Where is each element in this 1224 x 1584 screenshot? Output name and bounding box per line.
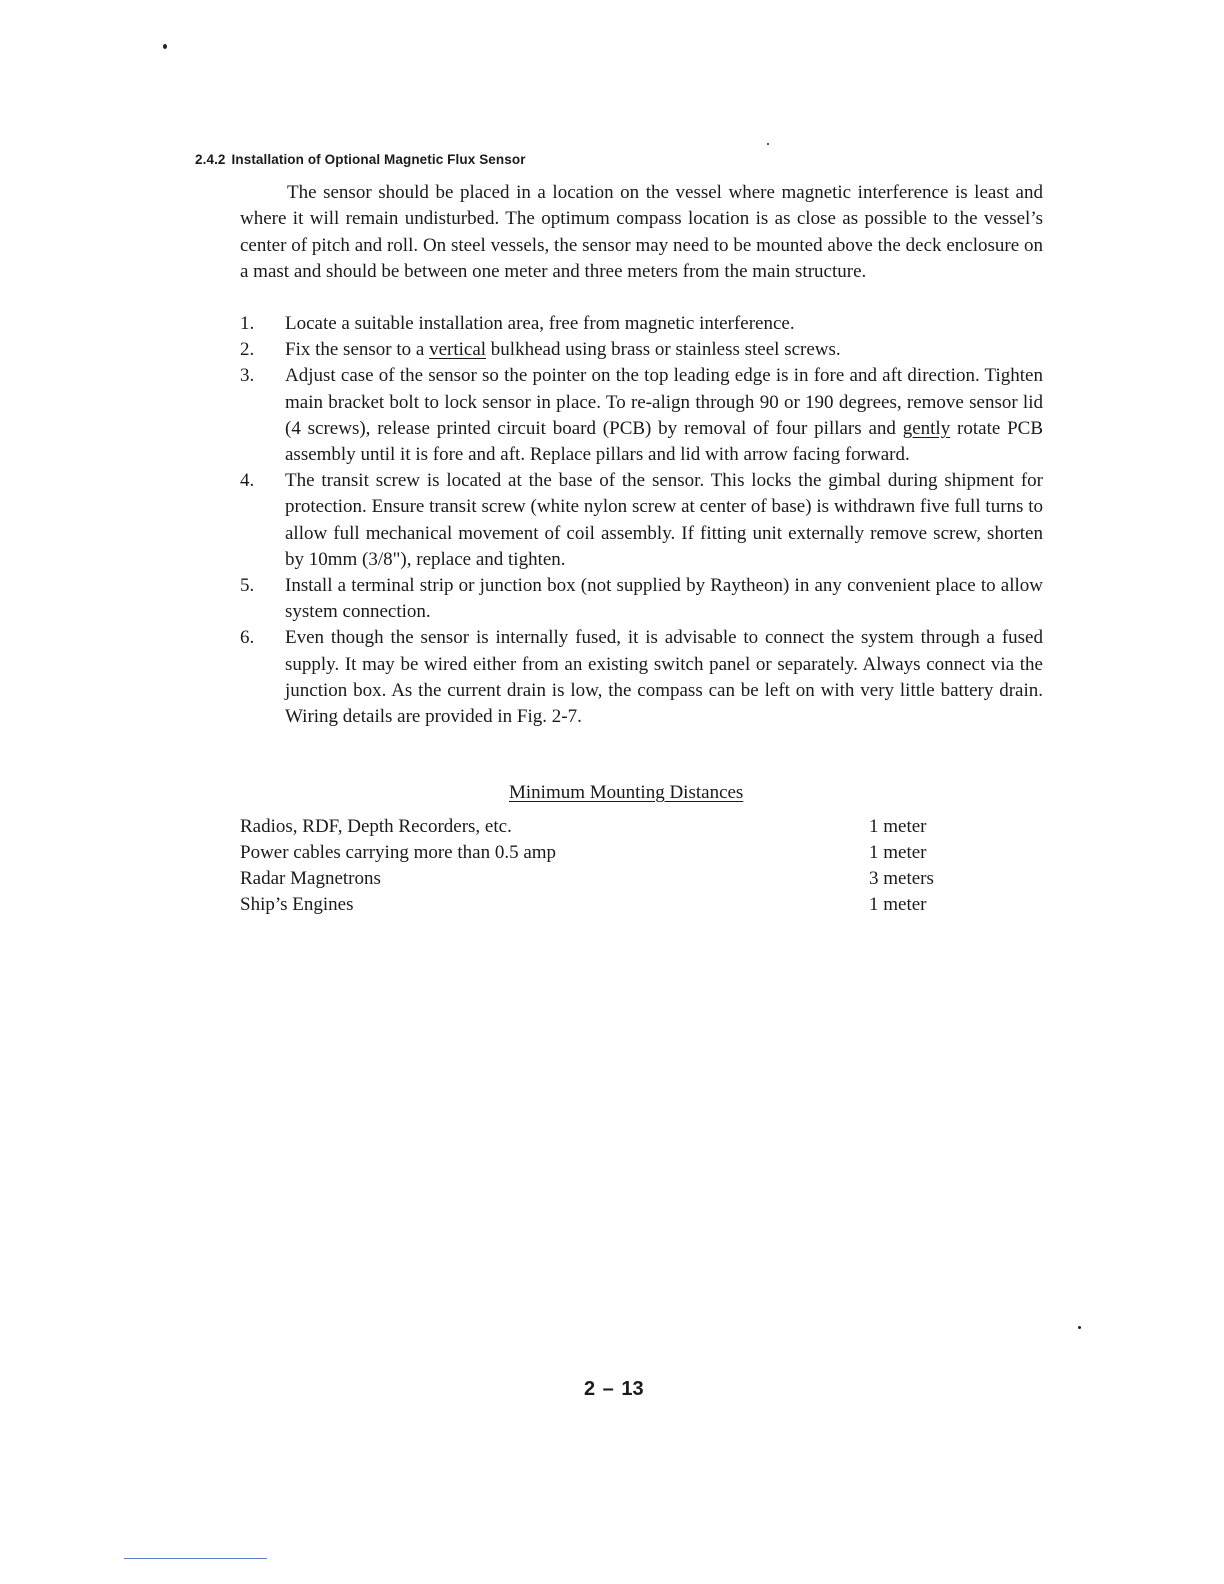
table-row (240, 814, 960, 840)
step-text-end: rotate PCB assembly until it is fore and aft. Replace pillars and lid with arrow facing forward. (285, 417, 1044, 466)
distance-value: 1 meter (869, 894, 927, 915)
distance-value: 3 meters (869, 868, 934, 889)
step-number: 4. (240, 470, 255, 492)
step-number: 1. (240, 313, 255, 334)
step-item (240, 363, 1043, 468)
step-item (240, 311, 1043, 337)
table-row (240, 892, 960, 918)
step-text: Even though the sensor is internally fused, it is advisable to connect the system through a fused supply. It may be wired either from an existing switch panel or separately. Always connect via the junction box. As the current drain is low, the compass can be left on with very little battery drain. Wiring details are provided in Fig. 2-7. (285, 627, 1043, 728)
intro-paragraph: The sensor should be placed in a location on the vessel where magnetic interference is least and where it will remain undisturbed. The optimum compass location is as close as possible to the vessel’s center of pitch and roll. On steel vessels, the sensor may need to be mounted above the deck enclosure on a mast and should be between one meter and three meters from the main structure. (240, 182, 1043, 283)
step-text: Locate a suitable installation area, free from magnetic interference. (285, 313, 795, 334)
distance-value: 1 meter (869, 816, 927, 837)
page-number: 2 – 13 (584, 1378, 644, 1400)
table-row (240, 840, 960, 866)
step-text: Install a terminal strip or junction box (not supplied by Raytheon) in any convenient place to allow system connection. (285, 575, 1043, 623)
distances-table-title: Minimum Mounting Distances (509, 782, 744, 803)
scan-speck (1078, 1326, 1081, 1329)
equipment-name: Radios, RDF, Depth Recorders, etc. (240, 816, 512, 837)
step-number: 5. (240, 575, 255, 597)
underlined-word: vertical (429, 339, 487, 361)
step-text-start: Adjust case of the sensor so the pointer on the top leading edge is in fore and aft direction. Tighten main bracket bolt to lock sensor in place. To re-align through 90 or 190 degrees, remove sensor lid (4 screws), release printed circuit board (PCB) by removal of four pillars and (285, 365, 1043, 439)
step-text: The transit screw is located at the base of the sensor. This locks the gimbal during shipment for protection. Ensure transit screw (white nylon screw at center of base) is withdrawn five full turns to allow full mechanical movement of coil assembly. If fitting unit externally remove screw, shorten by 10mm (3/8"), replace and tighten. (285, 470, 1043, 570)
section-number: 2.4.2 (195, 152, 226, 167)
underlined-word: gently (902, 417, 951, 439)
equipment-name: Radar Magnetrons (240, 868, 381, 889)
step-number: 3. (240, 365, 255, 387)
equipment-name: Ship’s Engines (240, 894, 354, 915)
step-number: 2. (240, 339, 255, 361)
equipment-name: Power cables carrying more than 0.5 amp (240, 842, 557, 863)
installation-steps (240, 311, 1043, 730)
step-item (240, 337, 1043, 363)
scan-speck (767, 143, 769, 145)
step-text (285, 363, 1043, 468)
footer-rule (124, 1558, 267, 1559)
step-number: 6. (240, 627, 255, 649)
step-item (240, 468, 1043, 573)
step-item (240, 573, 1043, 625)
distances-table (240, 814, 960, 918)
section-heading (195, 152, 526, 167)
table-row (240, 866, 960, 892)
section-title: Installation of Optional Magnetic Flux Sensor (231, 152, 526, 167)
step-text-start: Fix the sensor to a (285, 339, 430, 361)
step-text (285, 337, 1043, 363)
step-text-end: bulkhead using brass or stainless steel screws. (486, 339, 841, 361)
distance-value: 1 meter (869, 842, 927, 863)
step-item (240, 625, 1043, 730)
scan-speck (163, 44, 167, 49)
